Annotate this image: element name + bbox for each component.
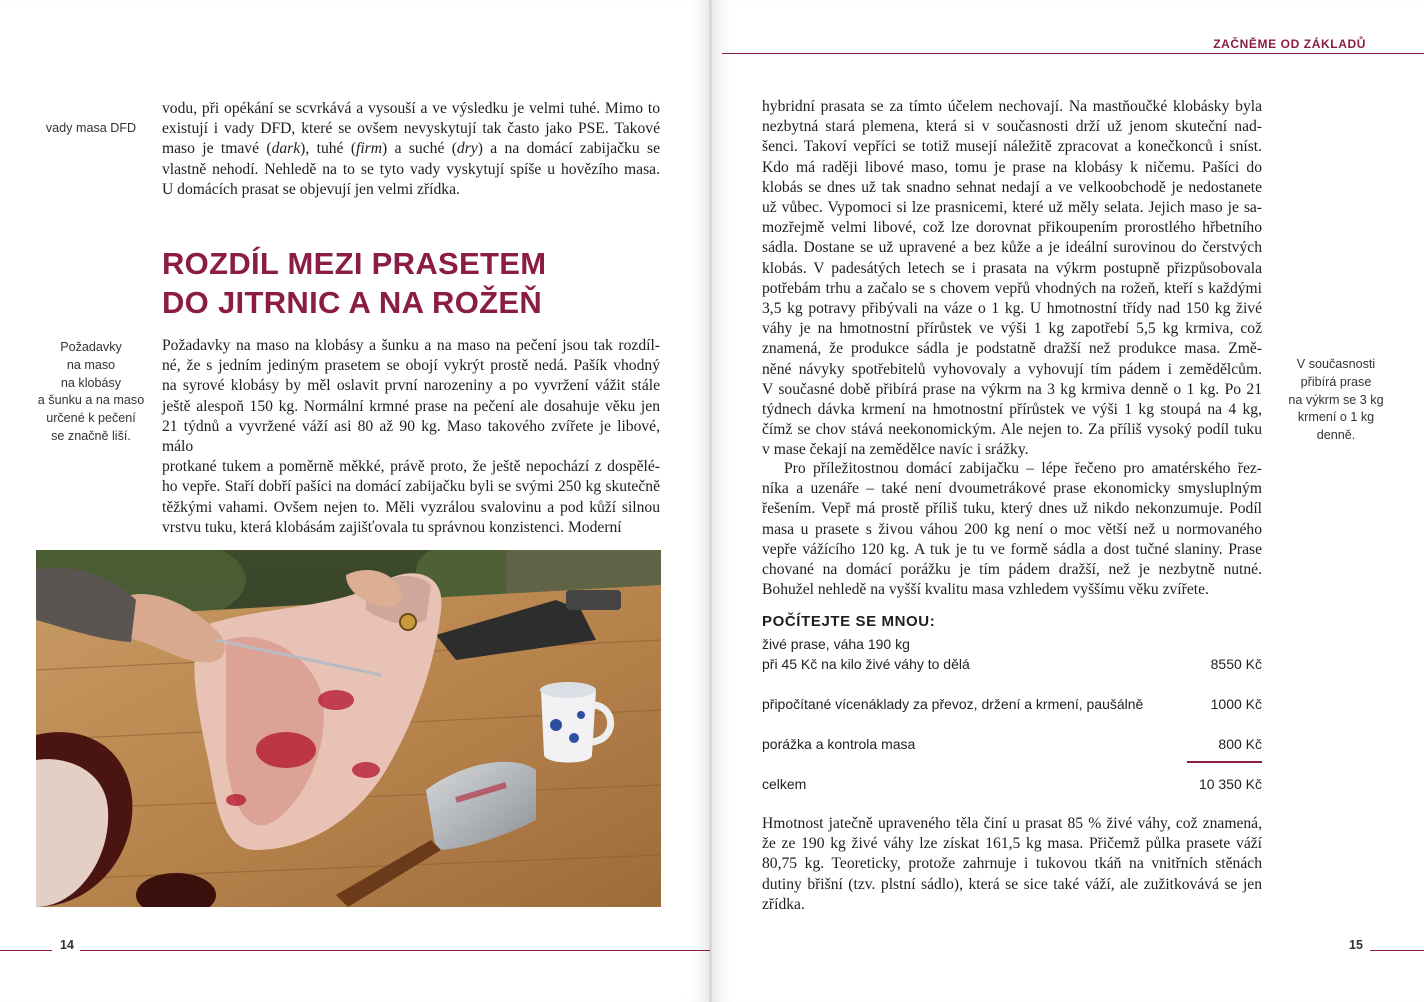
chapter-heading-line-1: ROZDÍL MEZI PRASETEM bbox=[162, 246, 547, 281]
page-number-left: 14 bbox=[60, 938, 74, 952]
text-line: už vůbec. Vypomoci si lze prasnicemi, které už měly selata. Jejich maso je sa- bbox=[762, 199, 1262, 217]
calc-subtitle-text: živé prase, váha 190 kg bbox=[762, 636, 910, 652]
calc-row-value: 1000 Kč bbox=[1210, 696, 1262, 712]
text-line: týdnech dávka krmení na hmotnostní přírůstek ve výši 1 kg stoupá na 4 kg, bbox=[762, 401, 1262, 419]
right-paragraph-3 bbox=[762, 814, 1262, 915]
text-line: Pro příležitostnou domácí zabijačku – lépe řečeno pro amatérského řez- bbox=[784, 460, 1262, 477]
text-line: nezbytná stará plemena, která si v současnosti drží už jenom skuteční nad- bbox=[762, 118, 1262, 136]
margin-note-line: na klobásy bbox=[60, 375, 122, 390]
intro-paragraph bbox=[162, 99, 660, 200]
text-line: řešením. Vepř má prostě příliš tuku, který dnes už nikdo nekonzumuje. Podíl bbox=[762, 500, 1262, 518]
text-run: maso je tmavé ( bbox=[162, 140, 272, 158]
text-line: zřídka. bbox=[762, 895, 805, 913]
text-line: Hmotnost jatečně upraveného těla činí u prasat 85 % živé váhy, což znamená, bbox=[762, 815, 1262, 832]
text-line: vodu, při opékání se scvrkává a vysouší a ve výsledku je velmi tuhé. Mimo to bbox=[162, 100, 660, 117]
calc-row-value: 800 Kč bbox=[1218, 736, 1262, 752]
text-line: klobás se dnes už tak snadno sehnat nedají a ve velkoobchodě je nedostanete bbox=[762, 178, 1262, 196]
text-line: v mase čekají na zemědělce navíc i srážky. bbox=[762, 441, 1029, 459]
margin-note-line: Požadavky bbox=[60, 340, 122, 354]
text-line: čímž se chov stává neekonomickým. Ale nejen to. Za příliš vysoký podíl tuku bbox=[762, 421, 1262, 439]
text-line: né, že s jedním jediným prasetem se obojí vykrýt prostě nedá. Pašík vhodný bbox=[162, 357, 660, 375]
margin-note-line: se značně liší. bbox=[51, 428, 131, 443]
calc-row bbox=[762, 774, 1262, 794]
text-line: těžkými vahami. Ovšem nejen to. Měli vyzrálou svalovinu a pod kůží silnou bbox=[162, 498, 660, 516]
text-line: masa u prasete s živou váhou 200 kg není o moc větší než u normovaného bbox=[762, 520, 1262, 538]
section-paragraph bbox=[162, 336, 660, 538]
margin-note-line: a šunku a na maso bbox=[37, 393, 145, 408]
text-line: ho vepře. Staří dobří pašíci na domácí zabijačku byli se svými 250 kg skutečně bbox=[162, 478, 660, 496]
text-line: protkané tukem a poměrně měkké, právě proto, že ještě nepochází z dospělé- bbox=[162, 458, 660, 476]
margin-note-line: na maso bbox=[66, 357, 116, 372]
left-footer-rule-2 bbox=[80, 950, 710, 951]
text-line: U domácích prasat se objevují jen velmi zřídka. bbox=[162, 180, 460, 198]
text-line: na syrové klobásy by měl oslavit první narozeniny a po vyvržení vážit stále bbox=[162, 377, 660, 395]
margin-note-dfd: vady masa DFD bbox=[45, 121, 137, 135]
photo-pig-head-butchering bbox=[36, 550, 661, 907]
text-line: V současné době přibírá prase na výkrm na 3 kg krmiva denně o 1 kg. Po 21 bbox=[762, 380, 1262, 398]
text-line: vlastně nehodí. Nehledě na to se tyto vady vyskytují spíše u hovězího masa. bbox=[162, 160, 660, 178]
text-run: ) a suché ( bbox=[382, 140, 457, 158]
margin-note-line: denně. bbox=[1316, 428, 1356, 443]
running-head-rule bbox=[722, 53, 1424, 54]
margin-note-line: V současnosti bbox=[1296, 357, 1376, 371]
text-line: Požadavky na maso na klobásy a šunku a na maso na pečení jsou tak rozdíl- bbox=[162, 337, 660, 354]
calc-row-label: porážka a kontrola masa bbox=[762, 736, 916, 752]
text-run: ), tuhé ( bbox=[300, 140, 357, 158]
text-line: znamená, že produkce sádla je podstatně dražší než produkce masa. Změ- bbox=[762, 340, 1262, 358]
book-spine bbox=[709, 0, 712, 1002]
chapter-heading bbox=[162, 244, 662, 322]
calc-row bbox=[762, 654, 1262, 674]
text-line: ještě alespoň 150 kg. Normální krmné prase na pečení ale dosahuje věku jen bbox=[162, 397, 660, 415]
text-run: ) a na domácí zabijačku se bbox=[477, 140, 660, 158]
calc-row-value: 10 350 Kč bbox=[1198, 776, 1262, 792]
running-head: ZAČNĚME OD ZÁKLADŮ bbox=[1213, 37, 1366, 51]
chapter-heading-line-2: DO JITRNIC A NA ROŽEŇ bbox=[162, 285, 543, 320]
calc-row-label: při 45 Kč na kilo živé váhy to dělá bbox=[762, 656, 970, 672]
text-line: Kdo má raději libové maso, tomu je prase na klobásy k ničemu. Pašíci do bbox=[762, 158, 1262, 176]
text-line: existují i vady DFD, které se ovšem nevyskytují tak často jako PSE. Takové bbox=[162, 120, 660, 138]
text-line: níka a uzenáře – také není dvoumetrákové prase ekonomicky smysluplným bbox=[762, 480, 1262, 498]
text-line: 3,5 kg potravy přibývali na váze o 1 kg. U hmotnostní třídy nad 150 kg živé bbox=[762, 300, 1262, 318]
text-line: šenci. Takoví vepříci se totiž musejí náležitě zpracovat a konečkonců i sníst. bbox=[762, 138, 1262, 156]
margin-note-requirements bbox=[28, 339, 154, 446]
text-line: vepře vážícího 120 kg. A tuk je tu ve formě sádla a dost tučné slaniny. Prase bbox=[762, 540, 1262, 558]
text-line: mozřejmě velmi libové, což lze dorovnat přikoupením prorostlého hřbetního bbox=[762, 219, 1262, 237]
text-line bbox=[162, 139, 660, 159]
calc-row-label: celkem bbox=[762, 776, 807, 792]
text-line: Bohužel nehledě na vyšší kvalitu masa vzhledem vyššímu věku zvířete. bbox=[762, 581, 1209, 599]
calc-subtitle bbox=[762, 634, 1262, 654]
page-number-right: 15 bbox=[1349, 938, 1363, 952]
margin-note-line: určené k pečení bbox=[46, 411, 136, 426]
left-footer-rule bbox=[0, 950, 52, 951]
margin-note-line: krmení o 1 kg bbox=[1297, 410, 1375, 425]
calc-row bbox=[762, 694, 1262, 714]
text-line: potřebám trhu a začalo se s chovem vepřů vhodných na rožeň, kteří s každými bbox=[762, 279, 1262, 297]
text-line: dutiny břišní (tzv. plstní sádlo), která se sice také váží, ale zužitkovává se jen bbox=[762, 875, 1262, 893]
text-line: sádla. Dostane se už upravené a bez kůže a je ideální surovinou do čerstvých bbox=[762, 239, 1262, 257]
text-line: že ze 190 kg živé váhy lze získat 161,5 kg masa. Přičemž půlka prasete váží bbox=[762, 835, 1262, 853]
text-line: 21 týdnů a vyvržené váží asi 80 až 90 kg. Maso takového zvířete je libové, málo bbox=[162, 417, 660, 456]
right-footer-rule bbox=[1370, 950, 1424, 951]
margin-note-line: na výkrm se 3 kg bbox=[1288, 392, 1384, 407]
calc-sum-rule bbox=[1187, 761, 1262, 763]
calc-row-label: připočítané vícenáklady za převoz, držení a krmení, paušálně bbox=[762, 696, 1144, 712]
calc-row bbox=[762, 734, 1262, 754]
text-line: 80,75 kg. Teoreticky, protože zahrnuje i tukovou tkáň na vnitřních stěnách bbox=[762, 855, 1262, 873]
right-paragraph-1 bbox=[762, 97, 1262, 461]
italic-term: dark bbox=[271, 140, 301, 158]
margin-note-line: přibírá prase bbox=[1300, 374, 1372, 389]
italic-term: dry bbox=[456, 140, 478, 158]
calc-box-title: POČÍTEJTE SE MNOU: bbox=[762, 613, 936, 630]
calc-row-value: 8550 Kč bbox=[1210, 656, 1262, 672]
right-paragraph-2 bbox=[762, 459, 1262, 600]
text-line: hybridní prasata se za tímto účelem nechovají. Na mastňoučké klobásky byla bbox=[762, 98, 1262, 115]
text-line: vrstvu tuku, která klobásám zajišťovala tu správnou konzistenci. Moderní bbox=[162, 518, 622, 536]
italic-term: firm bbox=[356, 140, 383, 158]
text-line: chované na domácí porážku je tím pádem dražší, než je nezbytně nutné. bbox=[762, 561, 1262, 579]
text-line: něné návyky spotřebitelů vyhovovaly a vyhovují tím pádem i zemědělcům. bbox=[762, 360, 1262, 378]
text-line: klobás. V padesátých letech se i prasata na výkrm postupně přizpůsobovala bbox=[762, 259, 1262, 277]
text-line: váhy je na hmotnostní přírůstek ve výši 1 kg zapotřebí 5,5 kg krmiva, což bbox=[762, 320, 1262, 338]
margin-note-feed-gain bbox=[1274, 356, 1398, 445]
